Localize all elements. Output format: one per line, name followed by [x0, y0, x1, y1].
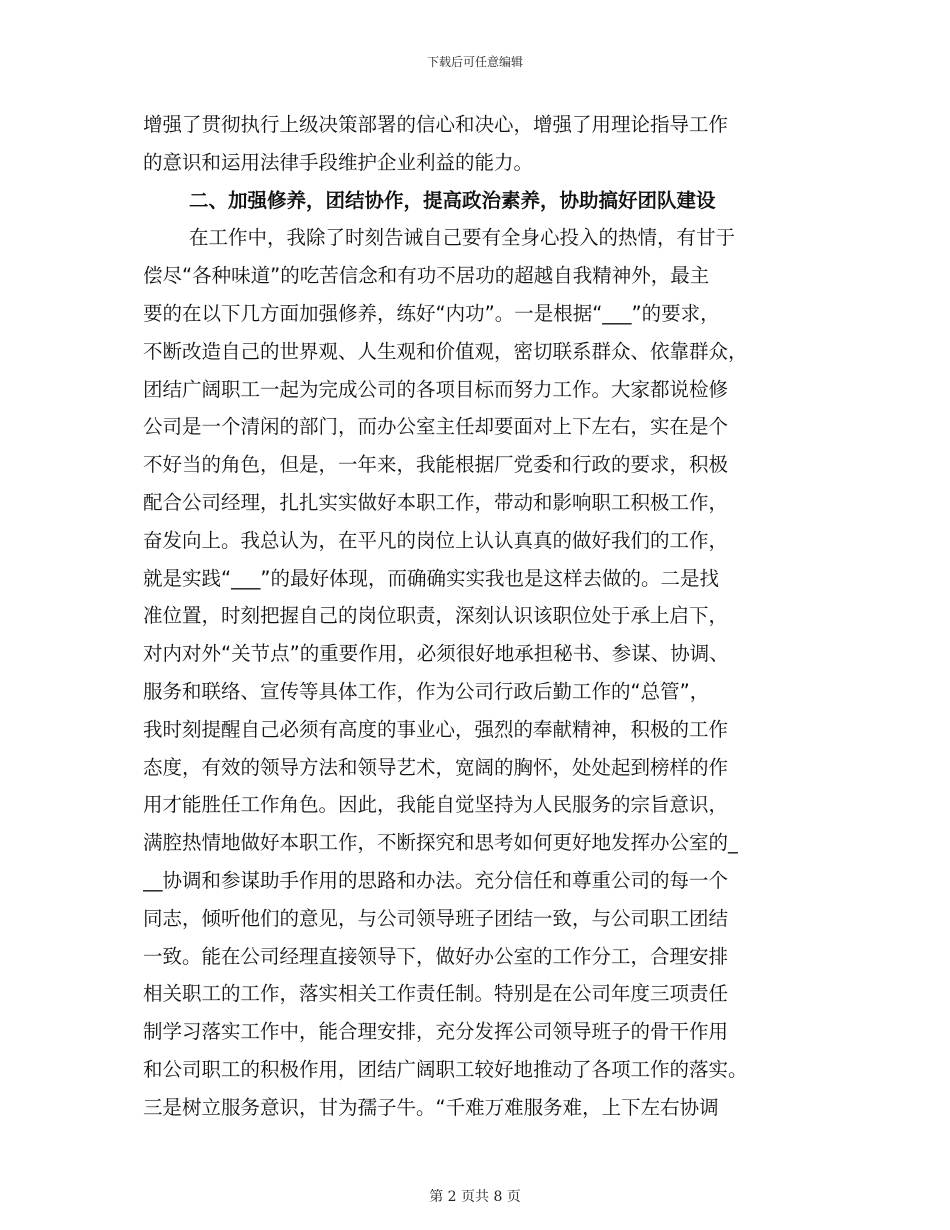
text-line: 奋发向上。我总认为，在平凡的岗位上认认真真的做好我们的工作，: [143, 528, 729, 552]
section-heading: 二、加强修养，团结协作，提高政治素养，协助搞好团队建设: [189, 188, 716, 212]
text-line: 公司是一个清闲的部门，而办公室主任却要面对上下左右，实在是个: [143, 415, 729, 439]
text-line: 和公司职工的积极作用，团结广阔职工较好地推动了各项工作的落实。: [143, 1057, 748, 1081]
text-line: __协调和参谋助手作用的思路和办法。充分信任和尊重公司的每一个: [143, 868, 729, 892]
page-footer: 第 2 页共 8 页: [429, 1189, 521, 1205]
text-line: 配合公司经理，扎扎实实做好本职工作，带动和影响职工积极工作，: [143, 490, 729, 514]
text-line: 不断改造自己的世界观、人生观和价值观，密切联系群众、依靠群众，: [143, 339, 748, 363]
text-line: 相关职工的工作，落实相关工作责任制。特别是在公司年度三项责任: [143, 982, 729, 1006]
text-line: 不好当的角色，但是，一年来，我能根据厂党委和行政的要求，积极: [143, 453, 729, 477]
text-line: 制学习落实工作中，能合理安排，充分发挥公司领导班子的骨干作用: [143, 1020, 729, 1044]
text-line: 用才能胜任工作角色。因此，我能自觉坚持为人民服务的宗旨意识，: [143, 793, 729, 817]
text-line: 服务和联络、宣传等具体工作，作为公司行政后勤工作的“总管”，: [143, 679, 710, 703]
text-line: 三是树立服务意识，甘为孺子牛。“千难万难服务难，上下左右协调: [143, 1095, 719, 1119]
text-line: 团结广阔职工一起为完成公司的各项目标而努力工作。大家都说检修: [143, 377, 729, 401]
text-line: 在工作中，我除了时刻告诫自己要有全身心投入的热情，有甘于: [189, 226, 736, 250]
text-line: 准位置，时刻把握自己的岗位职责，深刻认识该职位处于承上启下，: [143, 604, 729, 628]
document-body: [143, 106, 823, 1127]
text-line: 增强了贯彻执行上级决策部署的信心和决心，增强了用理论指导工作: [143, 113, 729, 136]
text-line: 偿尽“各种味道”的吃苦信念和有功不居功的超越自我精神外，最主: [143, 264, 710, 288]
text-line: 对内对外“关节点”的重要作用，必须很好地承担秘书、参谋、协调、: [143, 642, 729, 666]
text-line: 同志，倾听他们的意见，与公司领导班子团结一致，与公司职工团结: [143, 906, 729, 930]
text-line: 一致。能在公司经理直接领导下，做好办公室的工作分工，合理安排: [143, 944, 729, 968]
text-line: 的意识和运用法律手段维护企业利益的能力。: [143, 150, 534, 174]
text-line: 要的在以下几方面加强修养，练好“内功”。一是根据“___”的要求，: [143, 301, 720, 325]
text-line: 就是实践“___”的最好体现，而确确实实我也是这样去做的。二是找: [143, 566, 719, 590]
text-line: 态度，有效的领导方法和领导艺术，宽阔的胸怀，处处起到榜样的作: [143, 755, 729, 779]
text-line: 我时刻提醒自己必须有高度的事业心，强烈的奉献精神，积极的工作: [143, 717, 729, 741]
page-header: 下载后可任意编辑: [426, 55, 523, 69]
text-line: 满腔热情地做好本职工作，不断探究和思考如何更好地发挥办公室的_: [143, 831, 738, 855]
